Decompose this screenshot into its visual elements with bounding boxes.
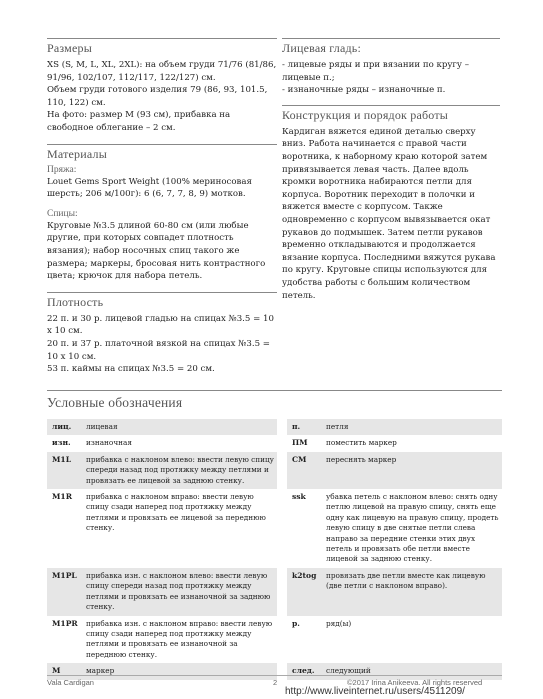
gauge-line: 22 п. и 30 р. лицевой гладью на спицах №3.5 = 10 x 10 см. [47,313,274,337]
sizes-heading: Размеры [47,41,92,55]
abbr: изн. [52,438,71,448]
gauge-line: 20 п. и 37 р. платочной вязкой на спицах №3.5 = 10 x 10 см. [47,338,270,362]
gauge-line: 53 п. каймы на спицах №3.5 = 20 см. [47,364,215,375]
stockinette-line: - лицевые ряды и при вязании по кругу – лицевые п.; [282,60,469,83]
section-rule [47,292,277,293]
section-rule [282,105,500,106]
legend-row [47,489,502,568]
construction-heading: Конструкция и порядок работы [282,107,449,122]
legend-row [47,452,502,489]
right-column [282,38,500,302]
abbr-desc: прибавка с наклоном влево: ввести левую спицу спереди назад под протяжку между петлями и провязать ее лицевой за заднюю стенку. [81,452,277,489]
section-rule [282,38,500,39]
legend-row [47,419,502,435]
page-number: 2 [273,678,278,687]
sizes-line: XS (S, M, L, XL, 2XL): на объем груди 71/76 (81/86, 91/96, 102/107, 112/117, 122/127) см. [47,60,277,83]
abbr: k2tog [287,568,321,616]
abbr-desc: петля [321,419,502,435]
abbr: М [47,663,81,679]
abbr: M1L [47,452,81,489]
yarn-label: Пряжа: [47,164,77,175]
abbr: р. [292,618,300,628]
stockinette-heading: Лицевая гладь: [282,41,362,55]
footer-rule [47,675,502,676]
abbr-desc: убавка петель с наклоном влево: снять одну петлю лицевой на правую спицу, снять еще одну как лицевую на правую спицу, продеть левую спицу в две снятые петли слева направо за передние стенки этих двух петель и провязать обе петли вместе лицевой за заднюю стенку. [326,492,499,564]
legend-section [47,390,502,680]
abbr-desc: переснять маркер [321,452,502,489]
abbr: п. [287,419,321,435]
abbr: СМ [287,452,321,489]
abbr-desc: ряд(ы) [326,618,352,628]
needles-text: Круговые №3.5 длиной 60-80 см (или любые другие, при которых совпадет плотность вязания); набор носочных спиц такого же размера; маркеры, бросовая нить контрастного цвета; крючок для набора петель. [47,220,266,282]
abbr-desc: изнаночная [86,438,132,448]
footer-title: Vala Cardigan [47,678,94,687]
materials-heading: Материалы [47,146,107,161]
stockinette-line: - изнаночные ряды – изнаночные п. [282,85,446,96]
abbr-desc: маркер [81,663,277,679]
abbr: M1R [52,492,73,502]
abbr: M1PR [52,618,78,628]
abbr-desc: лицевая [81,419,277,435]
sizes-line: На фото: размер М (93 см), прибавка на свободное облегание – 2 см. [47,110,231,133]
section-rule [47,390,502,391]
abbr: след. [287,663,321,679]
legend-row [47,616,502,664]
gauge-heading: Плотность [47,294,104,309]
legend-heading: Условные обозначения [47,395,183,410]
yarn-text: Louet Gems Sport Weight (100% мериносовая шерсть; 206 м/100г): 6 (6, 7, 7, 8, 9) мотков. [47,176,252,200]
copyright: ©2017 Irina Anikeeva. All rights reserved [347,678,483,687]
abbr-desc: провязать две петли вместе как лицевую (две петли с наклоном вправо). [321,568,502,616]
construction-text: Кардиган вяжется единой деталью сверху вниз. Работа начинается с правой части воротника, к наборному краю которой затем привязывается левая часть. Далее вдоль кромки воротника набираются петли для корпуса. Воротник переходит в полочки и вяжется вместе с корпусом. Также одновременно с корпусом вывязывается окат рукавов до подмышек. Затем петли рукавов временно откладываются и продолжается вязание корпуса. Последними вяжутся рукава по кругу. Круговые спицы используются для удобства работы с большим количеством петель. [282,126,496,301]
abbr: M1PL [47,568,81,616]
abbr: лиц. [47,419,81,435]
abbr-desc: прибавка изн. с наклоном вправо: ввести левую спицу сзади наперед под протяжку между петлями и провязать ее изнаночной за переднюю стенку. [86,618,273,659]
abbr-desc: следующий [321,663,502,679]
watermark-url: http://www.liveinternet.ru/users/4511209/ [285,686,465,697]
legend-row [47,435,502,451]
abbr: ssk [292,492,306,502]
left-column [47,38,277,376]
abbr-desc: прибавка изн. с наклоном влево: ввести левую спицу спереди назад под протяжку между петлями и провязать ее изнаночной за заднюю стенку. [81,568,277,616]
abbr: ПМ [292,438,308,448]
section-rule [47,38,277,39]
legend-row [47,568,502,616]
needles-label: Спицы: [47,208,78,219]
legend-table [47,419,502,680]
abbr-desc: поместить маркер [326,438,397,448]
section-rule [47,144,277,145]
sizes-line: Объем груди готового изделия 79 (86, 93, 101.5, 110, 122) см. [47,85,268,108]
abbr-desc: прибавка с наклоном вправо: ввести левую спицу сзади наперед под протяжку между петлями и провязать ее лицевой за переднюю стенку. [86,492,266,533]
